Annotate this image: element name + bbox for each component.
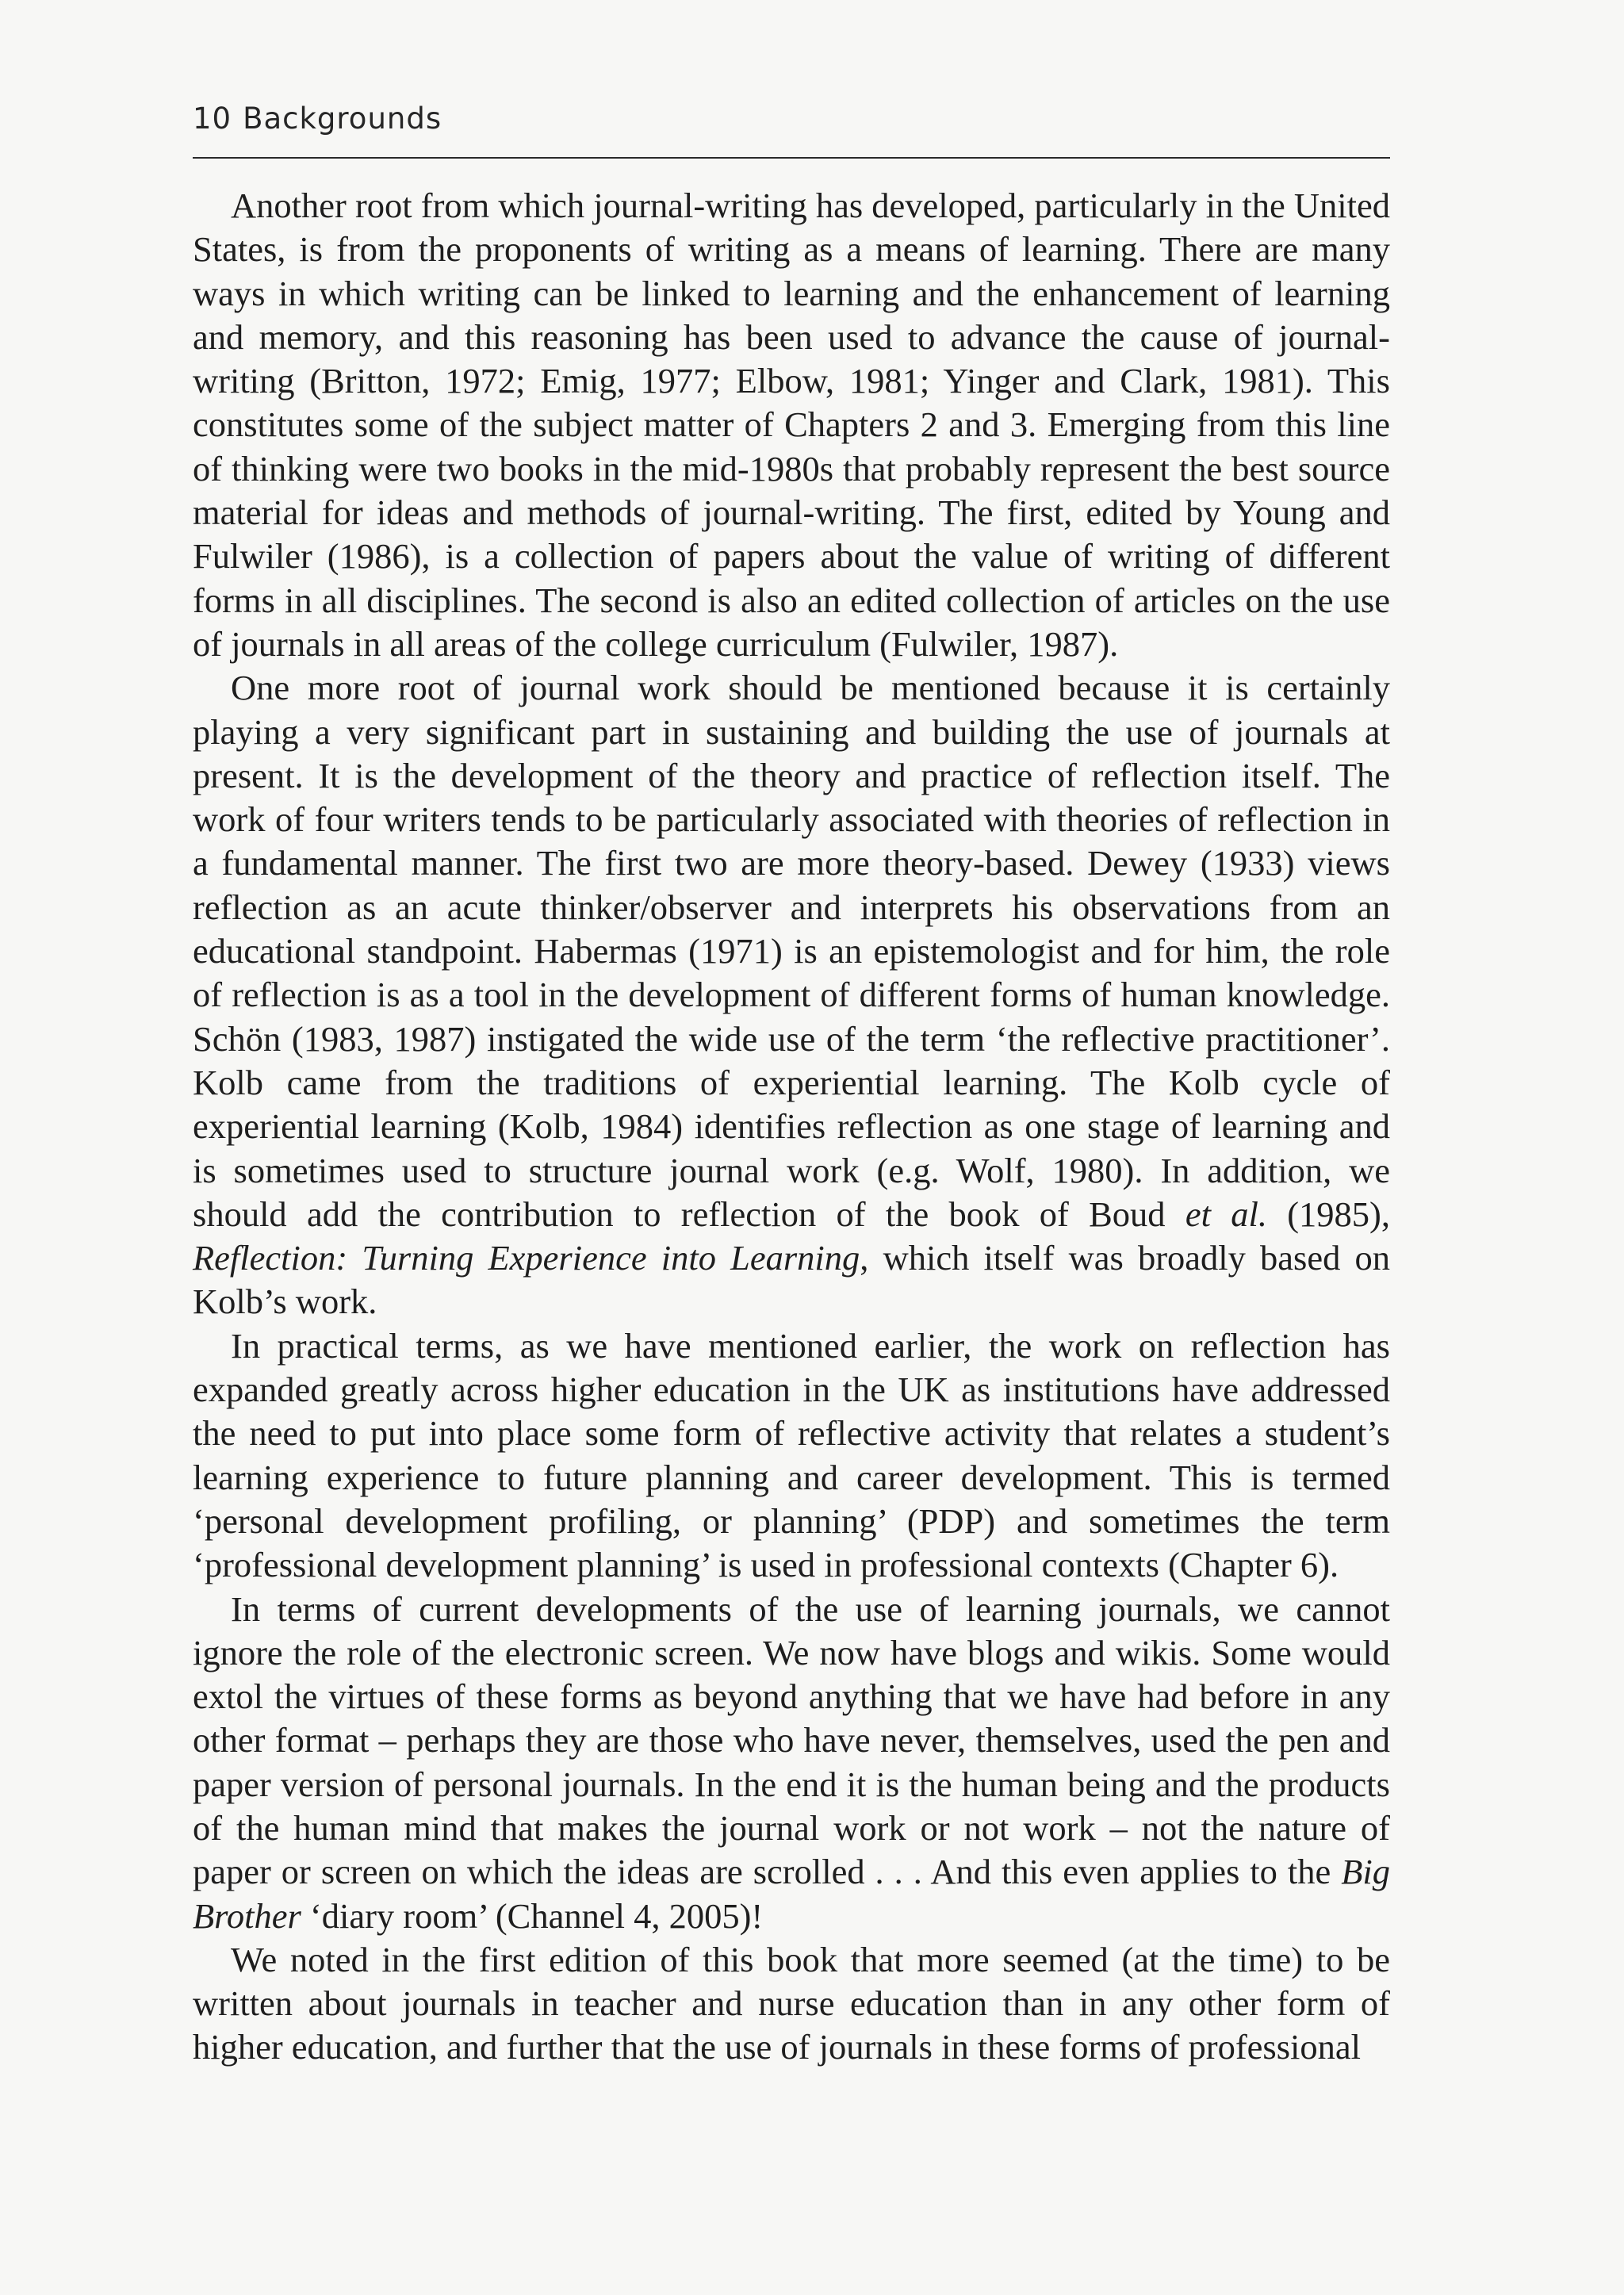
body-text xyxy=(193,184,1390,2070)
paragraph xyxy=(193,1938,1390,2070)
text-run: ‘diary room’ (Channel 4, 2005)! xyxy=(301,1895,764,1936)
italic-text: Big Brother xyxy=(193,1852,1390,1936)
text-run: One more root of journal work should be mentioned because it is certainly playing a very significant part in sustaining and building the use of journals at present. It is the development of the theory and practice of reflection itself. The work of four writers tends to be particularly associated with theories of reflection in a fundamental manner. The first two are more theory-based. Dewey (1933) views reflection as an acute thinker/observer and interprets his observations from an educational standpoint. Habermas (1971) is an epistemologist and for him, the role of reflection is as a tool in the development of different forms of human knowledge. Schön (1983, 1987) instigated the wide use of the term ‘the reflective practitioner’. Kolb came from the traditions of experiential learning. The Kolb cycle of experiential learning (Kolb, 1984) identifies reflection as one stage of learning and is sometimes used to structure journal work (e.g. Wolf, 1980). In addition, we should add the contribution to reflection of the book of Boud xyxy=(193,668,1390,1234)
paragraph xyxy=(193,184,1390,666)
italic-text: Reflection: Turning Experience into Learning xyxy=(193,1238,860,1278)
paragraph xyxy=(193,1324,1390,1588)
text-run: We noted in the first edition of this book that more seemed (at the time) to be written about journals in teacher and nurse education than in any other form of higher education, and further that the use of journals in these forms of professional xyxy=(193,1939,1390,2067)
text-run: (1985), xyxy=(1266,1193,1390,1234)
text-run: In terms of current developments of the use of learning journals, we cannot ignore the role of the electronic screen. We now have blogs and wikis. Some would extol the virtues of these forms as beyond anything that we have had before in any other format – perhaps they are those who have never, themselves, used the pen and paper version of personal journals. In the end it is the human being and the products of the human mind that makes the journal work or not work – not the nature of paper or screen on which the ideas are scrolled . . . And this even applies to the xyxy=(193,1588,1390,1892)
text-run: Another root from which journal-writing has developed, particularly in the United States, is from the proponents of writing as a means of learning. There are many ways in which writing can be linked to learning and the enhancement of learning and memory, and this reasoning has been used to advance the cause of journal-writing (Britton, 1972; Emig, 1977; Elbow, 1981; Yinger and Clark, 1981). This constitutes some of the subject matter of Chapters 2 and 3. Emerging from this line of thinking were two books in the mid-1980s that probably represent the best source material for ideas and methods of journal-writing. The first, edited by Young and Fulwiler (1986), is a collection of papers about the value of writing of different forms in all disciplines. The second is also an edited collection of articles on the use of journals in all areas of the college curriculum (Fulwiler, 1987). xyxy=(193,186,1390,664)
paragraph xyxy=(193,666,1390,1324)
section-title: Backgrounds xyxy=(243,102,442,136)
text-run: In practical terms, as we have mentioned earlier, the work on reflection has expanded greatly across higher education in the UK as institutions have addressed the need to put into place some form of reflective activity that relates a student’s learning experience to future planning and career development. This is termed ‘personal development profiling, or planning’ (PDP) and sometimes the term ‘professional development planning’ is used in professional contexts (Chapter 6). xyxy=(193,1325,1390,1585)
text-run: , which itself was broadly based on Kolb’s work. xyxy=(193,1238,1390,1322)
page-number: 10 xyxy=(193,102,232,136)
paragraph xyxy=(193,1588,1390,1938)
running-head xyxy=(193,102,1390,159)
italic-text: et al. xyxy=(1185,1193,1267,1234)
